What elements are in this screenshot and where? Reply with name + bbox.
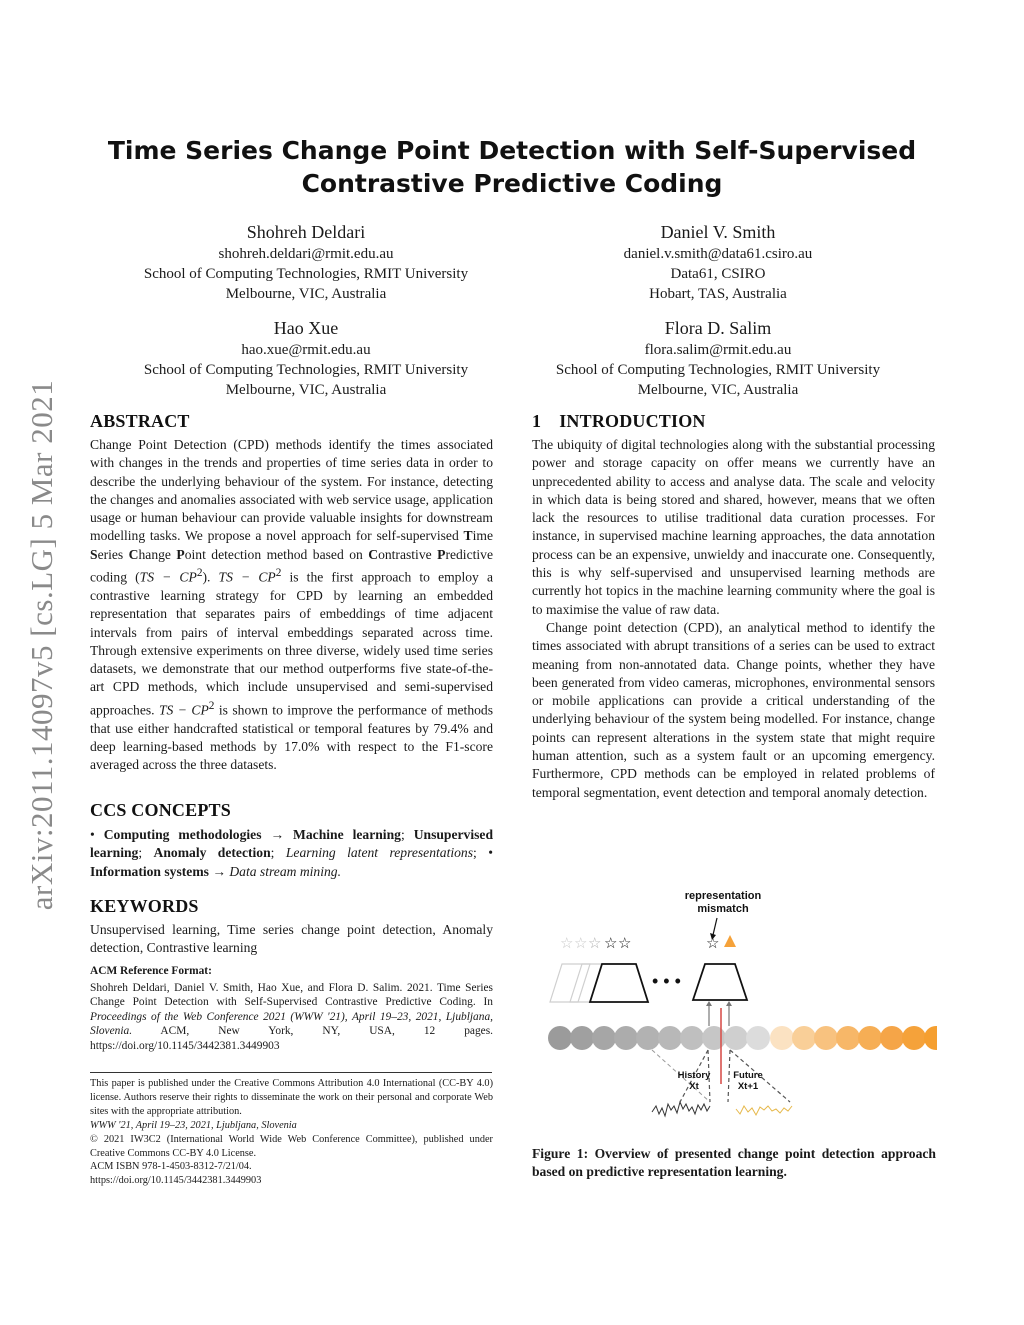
footnote-block [90, 1072, 493, 1188]
acm-ref-text: Shohreh Deldari, Daniel V. Smith, Hao Xue, and Flora D. Salim. 2021. Time Series Change Point Detection with Self-Supervised Contrastive Predictive Coding. In Proceedings of the Web Conference 2021 (WWW '21), April 19–23, 2021, Ljubljana, Slovenia. ACM, New York, NY, USA, 12 pages. https://doi.org/10.1145/3442381.3449903 [90, 981, 493, 1052]
abstract-text: Change Point Detection (CPD) methods identify the times associated with changes in the trends and properties of time series data in order to describe the underlying behaviour of the system. For instance, detecting the changes and anomalies associated with web service usage, application usage or human behaviour can provide valuable insights for downstream modelling tasks. We propose a novel approach for self-supervised Time Series Change Point detection method based on Contrastive Predictive coding $(TS - CP^2)$. TS − $CP^2$ is the first approach to employ a contrastive learning strategy for CPD by learning an embedded representation that separates pairs of embeddings of time adjacent intervals from pairs of interval embeddings separated across time. Through extensive experiments on three diverse, widely used time series datasets, we demonstrate that our method outperforms five state-of-the-art CPD methods, which include unsupervised and semi-supervised approaches. TS − $CP^2$ is shown to improve the performance of methods that use either handcrafted statistical or temporal features by 79.4% and deep learning-based methods by 17.0% with respect to the F1-score averaged across the three datasets. [90, 437, 494, 773]
abstract-section [90, 410, 493, 774]
keywords-heading: KEYWORDS [90, 896, 199, 916]
sequence-circle [570, 1026, 594, 1050]
intro-heading: 1 INTRODUCTION [532, 411, 706, 431]
author-name: Flora D. Salim [664, 318, 772, 338]
author-block-1 [96, 220, 516, 304]
label-future-var: Xt+1 [737, 1081, 759, 1092]
sequence-circle [770, 1026, 794, 1050]
figure-diagram [532, 880, 937, 1130]
encoder-history [590, 964, 648, 1002]
sequence-circle [724, 1026, 748, 1050]
sequence-circle [680, 1026, 704, 1050]
label-history: History [677, 1070, 711, 1081]
label-future: Future [733, 1070, 763, 1081]
sequence-circle [658, 1026, 682, 1050]
title-line-1: Time Series Change Point Detection with Self-Supervised [107, 136, 917, 165]
author-affiliation: School of Computing Technologies, RMIT University [555, 362, 881, 378]
acm-ref-heading: ACM Reference Format: [90, 965, 212, 977]
sequence-circles [548, 1026, 937, 1050]
ccs-heading: CCS CONCEPTS [90, 800, 231, 820]
sequence-circle [548, 1026, 572, 1050]
encoder-future [693, 964, 747, 1000]
arxiv-id: arXiv:2011.14097v5 [cs.LG] 5 Mar 2021 [24, 379, 60, 911]
mismatch-arrow [713, 918, 717, 935]
author-location: Hobart, TAS, Australia [649, 286, 787, 302]
author-email: hao.xue@rmit.edu.au [241, 342, 371, 358]
sequence-circle [858, 1026, 882, 1050]
star-icon: ☆ [618, 935, 632, 952]
author-email: shohreh.deldari@rmit.edu.au [218, 246, 394, 262]
license-note: This paper is published under the Creative Commons Attribution 4.0 International (CC-BY 4.0) license. Authors reserve their rights to disseminate the work on their personal and corporate Web sites with the appropriate attribution. [90, 1078, 493, 1117]
author-affiliation: Data61, CSIRO [670, 266, 766, 282]
author-name: Shohreh Deldari [246, 222, 366, 242]
author-location: Melbourne, VIC, Australia [225, 286, 387, 302]
sequence-circle [924, 1026, 937, 1050]
author-block-4 [508, 316, 928, 400]
label-representation: representation [684, 890, 762, 902]
star-icon: ☆ [560, 935, 574, 952]
sequence-circle [614, 1026, 638, 1050]
paper-title [90, 134, 934, 200]
acm-reference [90, 964, 493, 1054]
label-history-var: Xt [689, 1081, 699, 1092]
author-email: flora.salim@rmit.edu.au [644, 342, 792, 358]
doi-link[interactable]: https://doi.org/10.1145/3442381.3449903 [90, 1175, 262, 1187]
arxiv-sidebar-stamp [12, 355, 72, 935]
sequence-circle [746, 1026, 770, 1050]
sequence-circle [702, 1026, 726, 1050]
ccs-section [90, 799, 493, 881]
triangle-icon [724, 935, 736, 947]
ellipsis-dots: • • • [652, 971, 681, 991]
author-affiliation: School of Computing Technologies, RMIT University [143, 362, 469, 378]
introduction-section [532, 410, 935, 802]
intro-paragraph-2: Change point detection (CPD), an analytical method to identify the times associated with abrupt transitions of a series can be used to extract meaning from non-annotated data. Change points, whether they have been generated from video cameras, microphones, environmental sensors or mobile applications can provide a critical understanding of the underlying behaviour of the system being modelled. For instance, change points can represent alterations in the system state that might require human attention, such as a system fault or an upcoming emergency. Furthermore, CPD methods can be employed in related problems of temporal segmentation, event detection and temporal anomaly detection. [532, 619, 935, 800]
title-line-2: Contrastive Predictive Coding [301, 169, 723, 198]
label-mismatch: mismatch [697, 903, 749, 915]
footnote-rule [90, 1072, 492, 1073]
star-icon: ☆ [588, 935, 602, 952]
star-icon: ☆ [604, 935, 618, 952]
sequence-circle [792, 1026, 816, 1050]
keywords-text: Unsupervised learning, Time series change point detection, Anomaly detection, Contrastive learning [90, 922, 493, 956]
author-affiliation: School of Computing Technologies, RMIT University [143, 266, 469, 282]
ccs-text: • Computing methodologies → Machine learning; Unsupervised learning; Anomaly detection; Learning latent representations; • Information systems → Data stream mining. [90, 827, 493, 879]
abstract-heading: ABSTRACT [90, 411, 190, 431]
conference-note: WWW '21, April 19–23, 2021, Ljubljana, Slovenia [90, 1119, 297, 1131]
intro-paragraph-1: The ubiquity of digital technologies along with the substantial processing power and storage capacity on offer means we currently have an unprecedented ability to access and analyse data. The scale and velocity in which data is being stored and shared, however, means that we often lack the resources to utilise traditional data curation processes. For instance, in supervised machine learning approaches, the data annotation process can be an expensive, unwieldy and inaccurate one. Consequently, this is why self-supervised and unsupervised learning methods are currently hot topics in the machine learning community where the goal is to maximise the value of raw data. [532, 437, 935, 617]
encoder-faded-1 [550, 964, 590, 1002]
sequence-circle [636, 1026, 660, 1050]
sequence-circle [902, 1026, 926, 1050]
isbn-note: ACM ISBN 978-1-4503-8312-7/21/04. [90, 1161, 252, 1173]
author-name: Hao Xue [273, 318, 339, 338]
sequence-circle [836, 1026, 860, 1050]
figure-1 [532, 880, 937, 1180]
copyright-note: © 2021 IW3C2 (International World Wide Web Conference Committee), published under Creative Commons CC-BY 4.0 License. [90, 1133, 493, 1159]
sequence-circle [880, 1026, 904, 1050]
author-location: Melbourne, VIC, Australia [637, 382, 799, 398]
author-block-3 [96, 316, 516, 400]
history-signal [652, 1102, 710, 1116]
author-email: daniel.v.smith@data61.csiro.au [623, 246, 813, 262]
star-icon: ☆ [574, 935, 588, 952]
author-block-2 [508, 220, 928, 304]
figure-caption: Figure 1: Overview of presented change point detection approach based on predictive representation learning. [532, 1146, 936, 1180]
keywords-section [90, 895, 493, 958]
author-location: Melbourne, VIC, Australia [225, 382, 387, 398]
sequence-circle [592, 1026, 616, 1050]
star-icon: ☆ [706, 935, 720, 952]
faded-stars [560, 935, 631, 952]
author-name: Daniel V. Smith [660, 222, 776, 242]
sequence-circle [814, 1026, 838, 1050]
future-signal [736, 1106, 792, 1115]
